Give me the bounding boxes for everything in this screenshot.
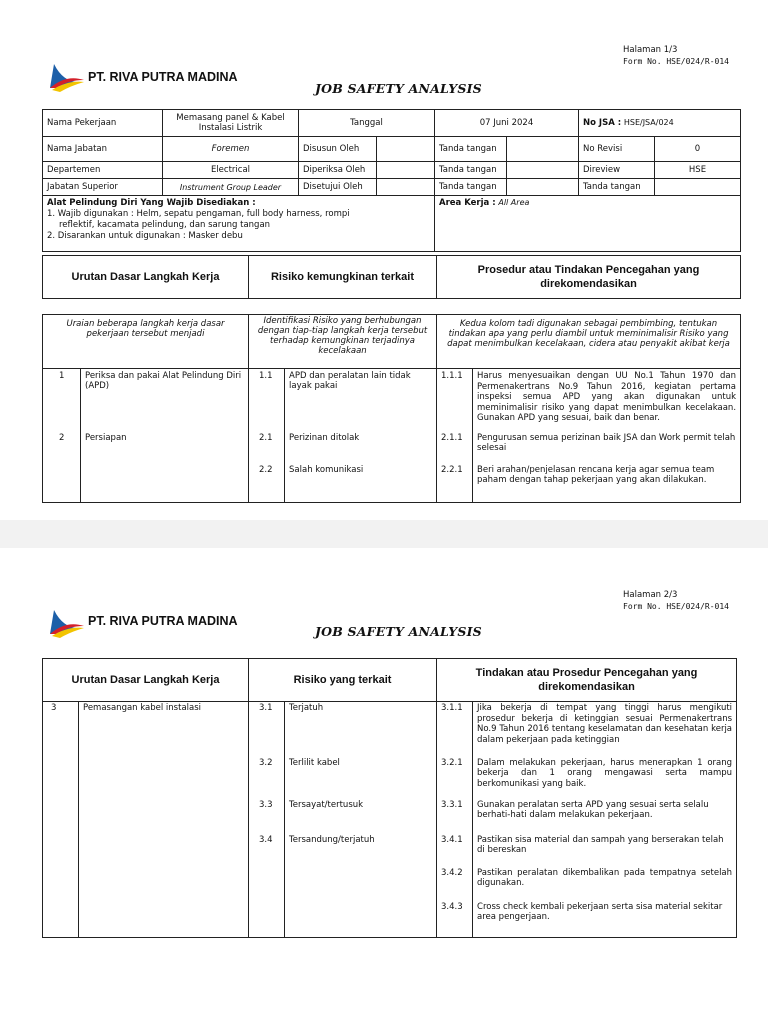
control-no: 3.4.3 <box>437 902 473 938</box>
step-text <box>81 465 249 503</box>
control-text: Dalam melakukan pekerjaan, harus menerapkan 1 orang bekerja dan 1 orang mengawasi serta mampu berkomunikasi yang baik. <box>473 758 737 800</box>
apd-spacer <box>377 196 435 252</box>
departemen-label: Departemen <box>43 162 163 179</box>
step-no: 3 <box>43 702 79 758</box>
diperiksa-oleh-value[interactable] <box>377 162 435 179</box>
step-text <box>79 902 249 938</box>
tanda-tangan-label: Tanda tangan <box>435 137 507 162</box>
step-no: 1 <box>43 369 81 433</box>
control-text: Jika bekerja di tempat yang tinggi harus mengikuti prosedur bekerja di ketinggian sesuai Permenakertrans No.9 Tahun 2016 tentang keselamatan dan kesehatan kerja dalam pekerjaan pada ketinggian <box>473 702 737 758</box>
col-header-tindakan-line1: Tindakan atau Prosedur Pencegahan yang <box>475 667 698 679</box>
column-header-table <box>42 255 741 299</box>
apd-item-1: 1. Wajib digunakan : Helm, sepatu pengaman, full body harness, rompi <box>47 209 350 219</box>
risk-no: 3.2 <box>249 758 285 800</box>
jsa-steps-table-2 <box>42 658 737 938</box>
page-number: Halaman 2/3 <box>623 590 678 600</box>
no-jsa-label: No JSA : <box>583 118 622 128</box>
risk-text <box>285 902 437 938</box>
document-title: JOB SAFETY ANALYSIS <box>315 624 482 639</box>
no-jsa-value: HSE/JSA/024 <box>623 118 674 127</box>
risk-no: 3.3 <box>249 800 285 835</box>
nama-pekerjaan-label: Nama Pekerjaan <box>43 110 163 137</box>
no-jsa <box>579 110 741 137</box>
disetujui-oleh-value[interactable] <box>377 179 435 196</box>
jabatan-superior-value: Instrument Group Leader <box>163 179 299 196</box>
tanda-tangan-label: Tanda tangan <box>435 179 507 196</box>
step-text: Pemasangan kabel instalasi <box>79 702 249 758</box>
step-text <box>79 868 249 902</box>
risk-text: Perizinan ditolak <box>285 433 437 465</box>
step-no <box>43 868 79 902</box>
header-table <box>42 109 741 252</box>
tanda-tangan-field[interactable] <box>507 137 579 162</box>
direview-label: Direview <box>579 162 655 179</box>
col-header-risiko: Risiko yang terkait <box>249 659 437 702</box>
company-name: PT. RIVA PUTRA MADINA <box>88 614 238 628</box>
step-text: Periksa dan pakai Alat Pelindung Diri (APD) <box>81 369 249 433</box>
apd-section <box>43 196 377 252</box>
form-number: Form No. HSE/024/R-014 <box>623 602 729 611</box>
risk-no: 2.1 <box>249 433 285 465</box>
step-no <box>43 465 81 503</box>
risk-text: Terlilit kabel <box>285 758 437 800</box>
col-header-prosedur <box>437 256 741 299</box>
risk-no <box>249 902 285 938</box>
risk-no: 3.1 <box>249 702 285 758</box>
jabatan-superior-label: Jabatan Superior <box>43 179 163 196</box>
col-header-risiko: Risiko kemungkinan terkait <box>249 256 437 299</box>
area-kerja-label: Area Kerja : <box>439 198 496 208</box>
apd-title: Alat Pelindung Diri Yang Wajib Disediakan : <box>47 198 256 208</box>
document-title: JOB SAFETY ANALYSIS <box>315 81 482 96</box>
tanggal-value: 07 Juni 2024 <box>435 110 579 137</box>
control-no: 3.2.1 <box>437 758 473 800</box>
step-no <box>43 835 79 868</box>
form-number: Form No. HSE/024/R-014 <box>623 57 729 66</box>
risk-text: APD dan peralatan lain tidak layak pakai <box>285 369 437 433</box>
control-text: Pengurusan semua perizinan baik JSA dan Work permit telah selesai <box>473 433 741 465</box>
control-no: 3.4.1 <box>437 835 473 868</box>
desc-col3: Kedua kolom tadi digunakan sebagai pembimbing, tentukan tindakan apa yang perlu diambil untuk meminimalisir Risiko yang dapat menimbulkan kecelakaan, cidera atau penyakit akibat kerja <box>437 315 741 369</box>
disusun-oleh-value[interactable] <box>377 137 435 162</box>
area-kerja <box>435 196 741 252</box>
col-header-langkah: Urutan Dasar Langkah Kerja <box>43 256 249 299</box>
step-no <box>43 758 79 800</box>
risk-text: Terjatuh <box>285 702 437 758</box>
no-revisi-value: 0 <box>655 137 741 162</box>
risk-text <box>285 868 437 902</box>
apd-item-2: 2. Disarankan untuk digunakan : Masker debu <box>47 231 243 241</box>
apd-item-1-cont: reflektif, kacamata pelindung, dan sarung tangan <box>59 220 271 230</box>
departemen-value: Electrical <box>163 162 299 179</box>
control-no: 3.4.2 <box>437 868 473 902</box>
direview-value: HSE <box>655 162 741 179</box>
control-text: Beri arahan/penjelasan rencana kerja agar semua team paham dengan tahap pekerjaan yang akan dilakukan. <box>473 465 741 503</box>
jsa-steps-table <box>42 314 741 503</box>
step-no <box>43 800 79 835</box>
tanggal-label: Tanggal <box>299 110 435 137</box>
disusun-oleh-label: Disusun Oleh <box>299 137 377 162</box>
control-text: Pastikan sisa material dan sampah yang berserakan telah di bereskan <box>473 835 737 868</box>
tanda-tangan-field[interactable] <box>507 162 579 179</box>
risk-no: 1.1 <box>249 369 285 433</box>
col-header-tindakan <box>437 659 737 702</box>
tanda-tangan-field[interactable] <box>507 179 579 196</box>
page-number: Halaman 1/3 <box>623 45 678 55</box>
step-no: 2 <box>43 433 81 465</box>
control-text: Pastikan peralatan dikembalikan pada tempatnya setelah digunakan. <box>473 868 737 902</box>
control-no: 2.1.1 <box>437 433 473 465</box>
step-text <box>79 758 249 800</box>
control-text: Cross check kembali pekerjaan serta sisa material sekitar area pengerjaan. <box>473 902 737 938</box>
nama-pekerjaan-value: Memasang panel & Kabel Instalasi Listrik <box>163 110 299 137</box>
risk-text: Salah komunikasi <box>285 465 437 503</box>
col-header-tindakan-line2: direkomendasikan <box>538 681 635 693</box>
tanda-tangan-label: Tanda tangan <box>579 179 655 196</box>
risk-no: 2.2 <box>249 465 285 503</box>
tanda-tangan-label: Tanda tangan <box>435 162 507 179</box>
tanda-tangan-field[interactable] <box>655 179 741 196</box>
step-text: Persiapan <box>81 433 249 465</box>
control-text: Gunakan peralatan serta APD yang sesuai serta selalu berhati-hati dalam melakukan pekerjaan. <box>473 800 737 835</box>
step-no <box>43 902 79 938</box>
disetujui-oleh-label: Disetujui Oleh <box>299 179 377 196</box>
control-text: Harus menyesuaikan dengan UU No.1 Tahun 1970 dan Permenakertrans No.9 Tahun 2016, kegiatan pertama inspeksi semua APD yang akan digunakan untuk meminimalisir risiko yang dapat menimbulkan kecelakaan. Gunakan APD yang sesuai, baik dan benar. <box>473 369 741 433</box>
risk-text: Tersandung/terjatuh <box>285 835 437 868</box>
area-kerja-value: All Area <box>498 198 530 207</box>
control-no: 3.1.1 <box>437 702 473 758</box>
control-no: 3.3.1 <box>437 800 473 835</box>
step-text <box>79 800 249 835</box>
desc-col2: Identifikasi Risiko yang berhubungan dengan tiap-tiap langkah kerja tersebut terhadap kemungkinan terjadinya kecelakaan <box>249 315 437 369</box>
col-header-prosedur-line1: Prosedur atau Tindakan Pencegahan yang <box>477 264 700 276</box>
col-header-prosedur-line2: direkomendasikan <box>540 278 637 290</box>
control-no: 1.1.1 <box>437 369 473 433</box>
desc-col1: Uraian beberapa langkah kerja dasar pekerjaan tersebut menjadi <box>43 315 249 369</box>
company-logo-icon <box>46 608 86 638</box>
col-header-langkah: Urutan Dasar Langkah Kerja <box>43 659 249 702</box>
step-text <box>79 835 249 868</box>
page-2 <box>0 548 768 1024</box>
nama-jabatan-label: Nama Jabatan <box>43 137 163 162</box>
company-name: PT. RIVA PUTRA MADINA <box>88 70 238 84</box>
control-no: 2.2.1 <box>437 465 473 503</box>
no-revisi-label: No Revisi <box>579 137 655 162</box>
risk-no <box>249 868 285 902</box>
nama-jabatan-value: Foremen <box>163 137 299 162</box>
risk-no: 3.4 <box>249 835 285 868</box>
diperiksa-oleh-label: Diperiksa Oleh <box>299 162 377 179</box>
company-logo-icon <box>46 62 86 92</box>
risk-text: Tersayat/tertusuk <box>285 800 437 835</box>
